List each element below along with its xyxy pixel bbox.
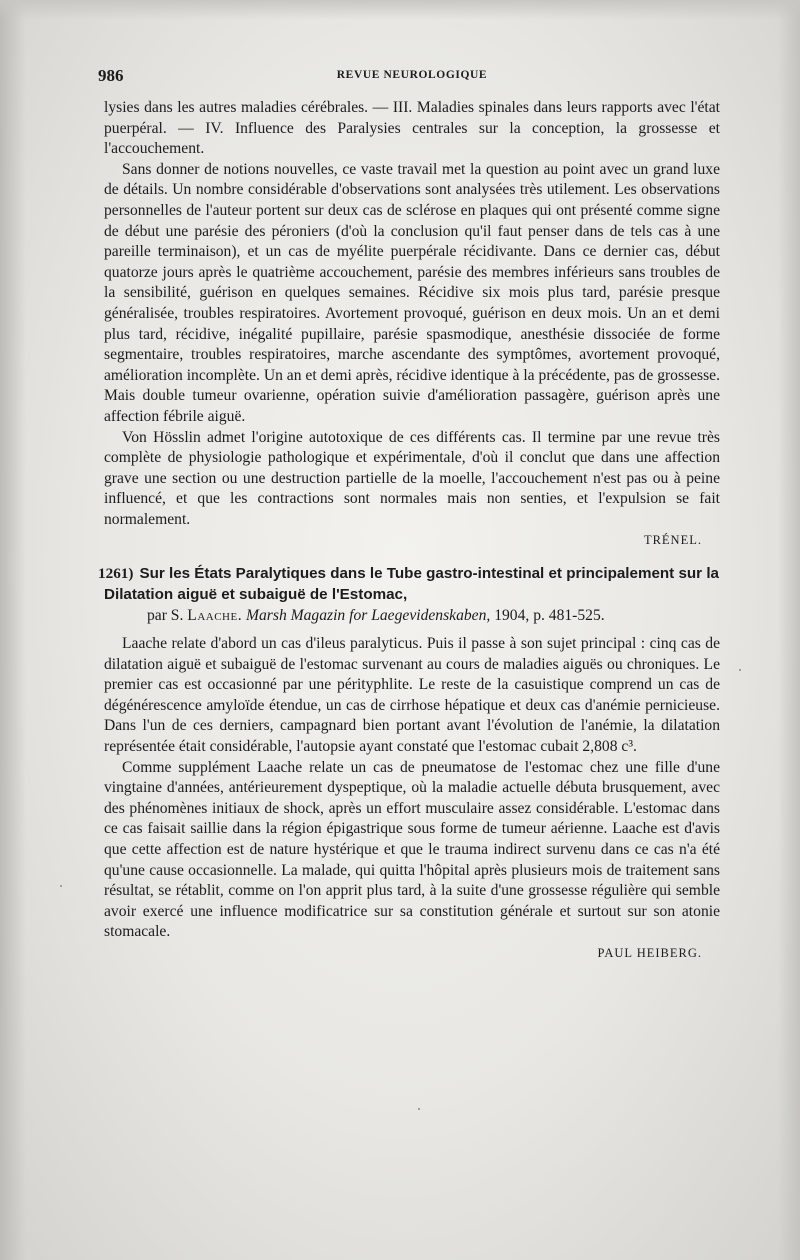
paragraph-continuation: lysies dans les autres maladies cérébrales. — III. Maladies spinales dans leurs rapports avec l'état puerpéral. — IV. Influence des Paralysies centrales sur la conception, la grossesse et l'accouchement. — [104, 99, 720, 158]
entry-heading — [98, 563, 720, 605]
entry-number: 1261) — [98, 565, 134, 583]
entry-author-prefix: par S. — [147, 607, 184, 625]
page-number: 986 — [98, 66, 124, 85]
paragraph-conclusion: Von Hösslin admet l'origine autotoxique de ces différents cas. Il termine par une revue très complète de physiologie pathologique et expérimentale, d'où il conclut que dans une affection grave une section ou une destruction partielle de la moelle, l'accouchement n'est pas ou à peine influencé, et que les contractions sont normales mais non senties, et l'expulsion se fait normalement. — [104, 428, 720, 528]
paragraph-summary: Laache relate d'abord un cas d'ileus paralyticus. Puis il passe à son sujet principal : cinq cas de dilatation aiguë et subaiguë de l'estomac survenant au cours de maladies aiguës ou chroniques. Le premier cas est occasionné par une pérityphlite. Le reste de la casuistique comprend un cas de dégénérescence amyloïde étendue, un cas de cirrhose hépatique et deux cas d'anémie pernicieuse. Dans l'un de ces derniers, campagnard bien portant avant l'évolution de l'anémie, la dilatation représentée était considérable, l'autopsie ayant constaté que l'estomac cubait 2,808 c³. — [104, 635, 720, 756]
entry-title: Sur les États Paralytiques dans le Tube gastro-intestinal et principalement sur la Dilatation aiguë et subaiguë de l'Estomac, — [104, 565, 719, 604]
page-shadow-left — [0, 0, 26, 1260]
page-shadow-right — [778, 0, 800, 1260]
reviewer-signature: TRÉNEL. — [643, 533, 702, 548]
entry-journal: Marsh Magazin for Laegevidenskaben, — [246, 607, 491, 625]
entry-reference — [104, 605, 720, 626]
paragraph-review: Sans donner de notions nouvelles, ce vaste travail met la question au point avec un grand luxe de détails. Un nombre considérable d'observations sont analysées très utilement. Les observations personnelles de l'auteur portent sur deux cas de sclérose en plaques qui ont présenté comme signe de début une parésie des péroniers (d'où la conclusion qu'il faut penser dans de tels cas à une pareille terminaison), et un cas de myélite puerpérale récidivante. Dans ce dernier cas, début quatorze jours après le quatrième accouchement, parésie des membres inférieurs sans troubles de la sensibilité, guérison en quelques semaines. Récidive six mois plus tard, parésie presque généralisée, troubles respiratoires. Avortement provoqué, guérison en deux mois. Un an et demi plus tard, récidive, inégalité pupillaire, parésie spasmodique, anesthésie dissociée de forme segmentaire, troubles respiratoires, marche ascendante des symptômes, avortement provoqué, amélioration incomplète. Un an et demi après, récidive identique à la précédente, pas de grossesse. Mais double tumeur ovarienne, opération suivie d'amélioration passagère, guérison après une affection fébrile aiguë. — [104, 160, 720, 425]
entry-author: Laache. — [187, 607, 243, 625]
journal-title: REVUE NEUROLOGIQUE — [336, 69, 488, 81]
scan-speck — [60, 885, 62, 887]
paragraph-supplement: Comme supplément Laache relate un cas de pneumatose de l'estomac chez une fille d'une vingtaine d'années, antérieurement dyspeptique, où la maladie actuelle débuta brusquement, avec des phénomènes initiaux de shock, après un effort musculaire assez considérable. L'estomac dans ce cas faisait saillie dans la région épigastrique sous forme de tumeur aérienne. Laache est d'avis que cette affection est de nature hystérique et que le trauma indirect survenu dans ce cas n'a été qu'une cause occasionnelle. La malade, qui quitta l'hôpital après plusieurs mois de traitement sans résultat, se rétablit, comme on l'on apprit plus tard, à la suite d'une grossesse régulière qui semble avoir exercé une influence modificatrice sur sa constitution générale et surtout sur son atonie stomacale. — [104, 758, 720, 941]
entry-pages: 1904, p. 481-525. — [494, 607, 605, 625]
reviewer-signature: PAUL HEIBERG. — [597, 945, 702, 960]
page-content — [98, 66, 720, 964]
scan-speck — [739, 669, 741, 671]
scan-speck — [418, 1108, 420, 1110]
running-head — [98, 66, 720, 88]
page-shadow-top — [0, 0, 800, 20]
